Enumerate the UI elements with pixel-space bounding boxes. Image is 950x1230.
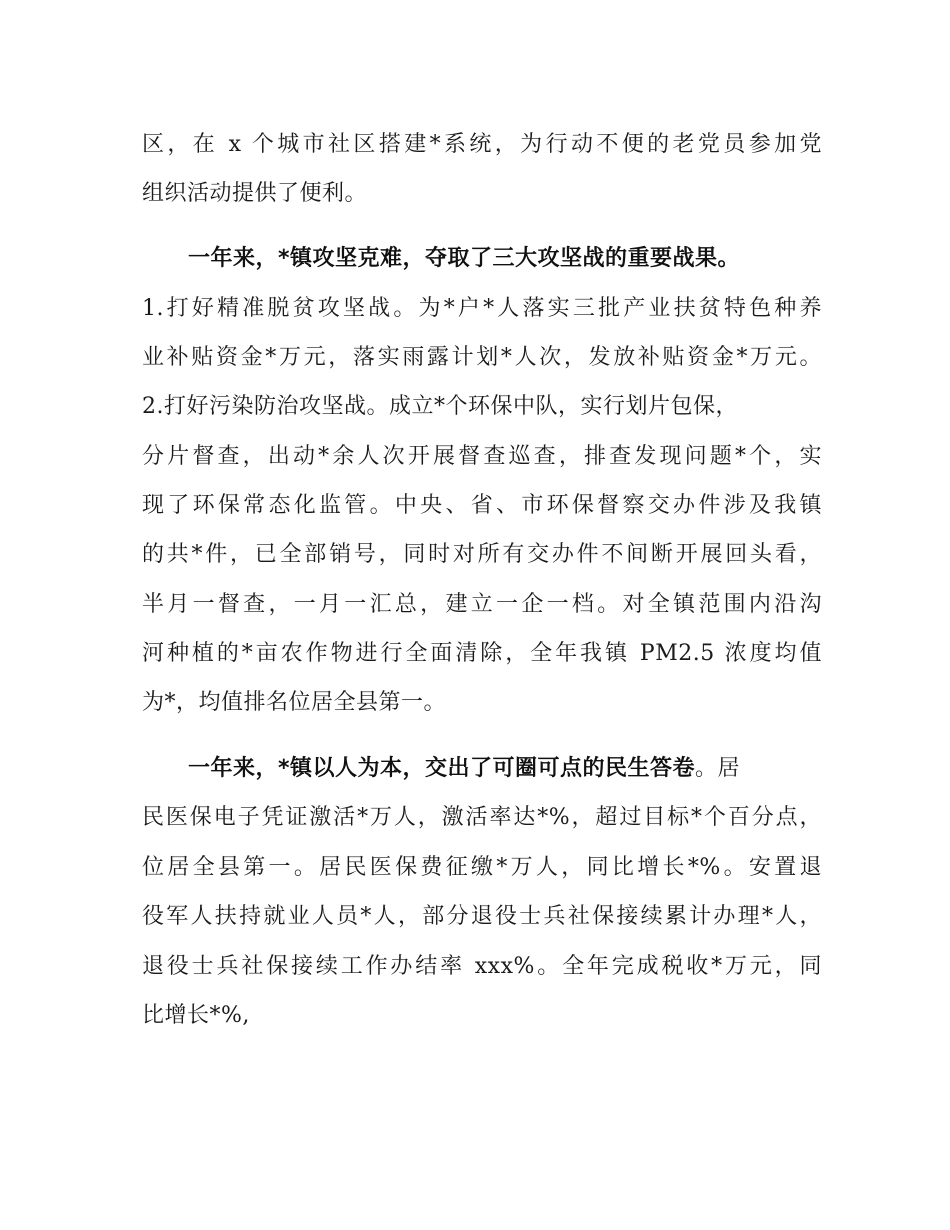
paragraph-line: 比增长*%, [142, 1003, 250, 1028]
paragraph-line: 半月一督查，一月一汇总，建立一企一档。对全镇范围内沿沟 [142, 592, 822, 617]
section-heading: 一年来，*镇以人为本，交出了可圈可点的民生答卷 [188, 756, 696, 781]
paragraph-line: 1.打好精准脱贫攻坚战。为*户*人落实三批产业扶贫特色种养 [142, 296, 822, 321]
paragraph-line: 的共*件，已全部销号，同时对所有交办件不间断开展回头看， [142, 542, 822, 567]
paragraph-line: 2.打好污染防治攻坚战。成立*个环保中队，实行划片包保， [142, 394, 738, 419]
heading-continuation: 。居 [695, 756, 741, 781]
section-heading-line [188, 752, 868, 786]
paragraph-line: 民医保电子凭证激活*万人，激活率达*%，超过目标*个百分点， [142, 805, 822, 830]
paragraph-line: 为*，均值排名位居全县第一。 [142, 690, 447, 715]
paragraph-line: 业补贴资金*万元，落实雨露计划*人次，发放补贴资金*万元。 [142, 345, 822, 370]
paragraph-line: 河种植的*亩农作物进行全面清除，全年我镇 PM2.5 浓度均值 [142, 641, 822, 666]
paragraph-line: 现了环保常态化监管。中央、省、市环保督察交办件涉及我镇 [142, 493, 822, 518]
paragraph-line: 组织活动提供了便利。 [142, 181, 368, 206]
paragraph-line: 区，在 x 个城市社区搭建*系统，为行动不便的老党员参加党 [142, 132, 822, 157]
paragraph-line: 役军人扶持就业人员*人，部分退役士兵社保接续累计办理*人， [142, 904, 822, 929]
paragraph-line: 位居全县第一。居民医保费征缴*万人，同比增长*%。安置退 [142, 855, 822, 880]
section-heading: 一年来，*镇攻坚克难，夺取了三大攻坚战的重要战果。 [188, 246, 741, 271]
paragraph-line: 分片督查，出动*余人次开展督查巡查，排查发现问题*个，实 [142, 444, 822, 469]
paragraph-line: 退役士兵社保接续工作办结率 xxx%。全年完成税收*万元，同 [142, 954, 822, 979]
